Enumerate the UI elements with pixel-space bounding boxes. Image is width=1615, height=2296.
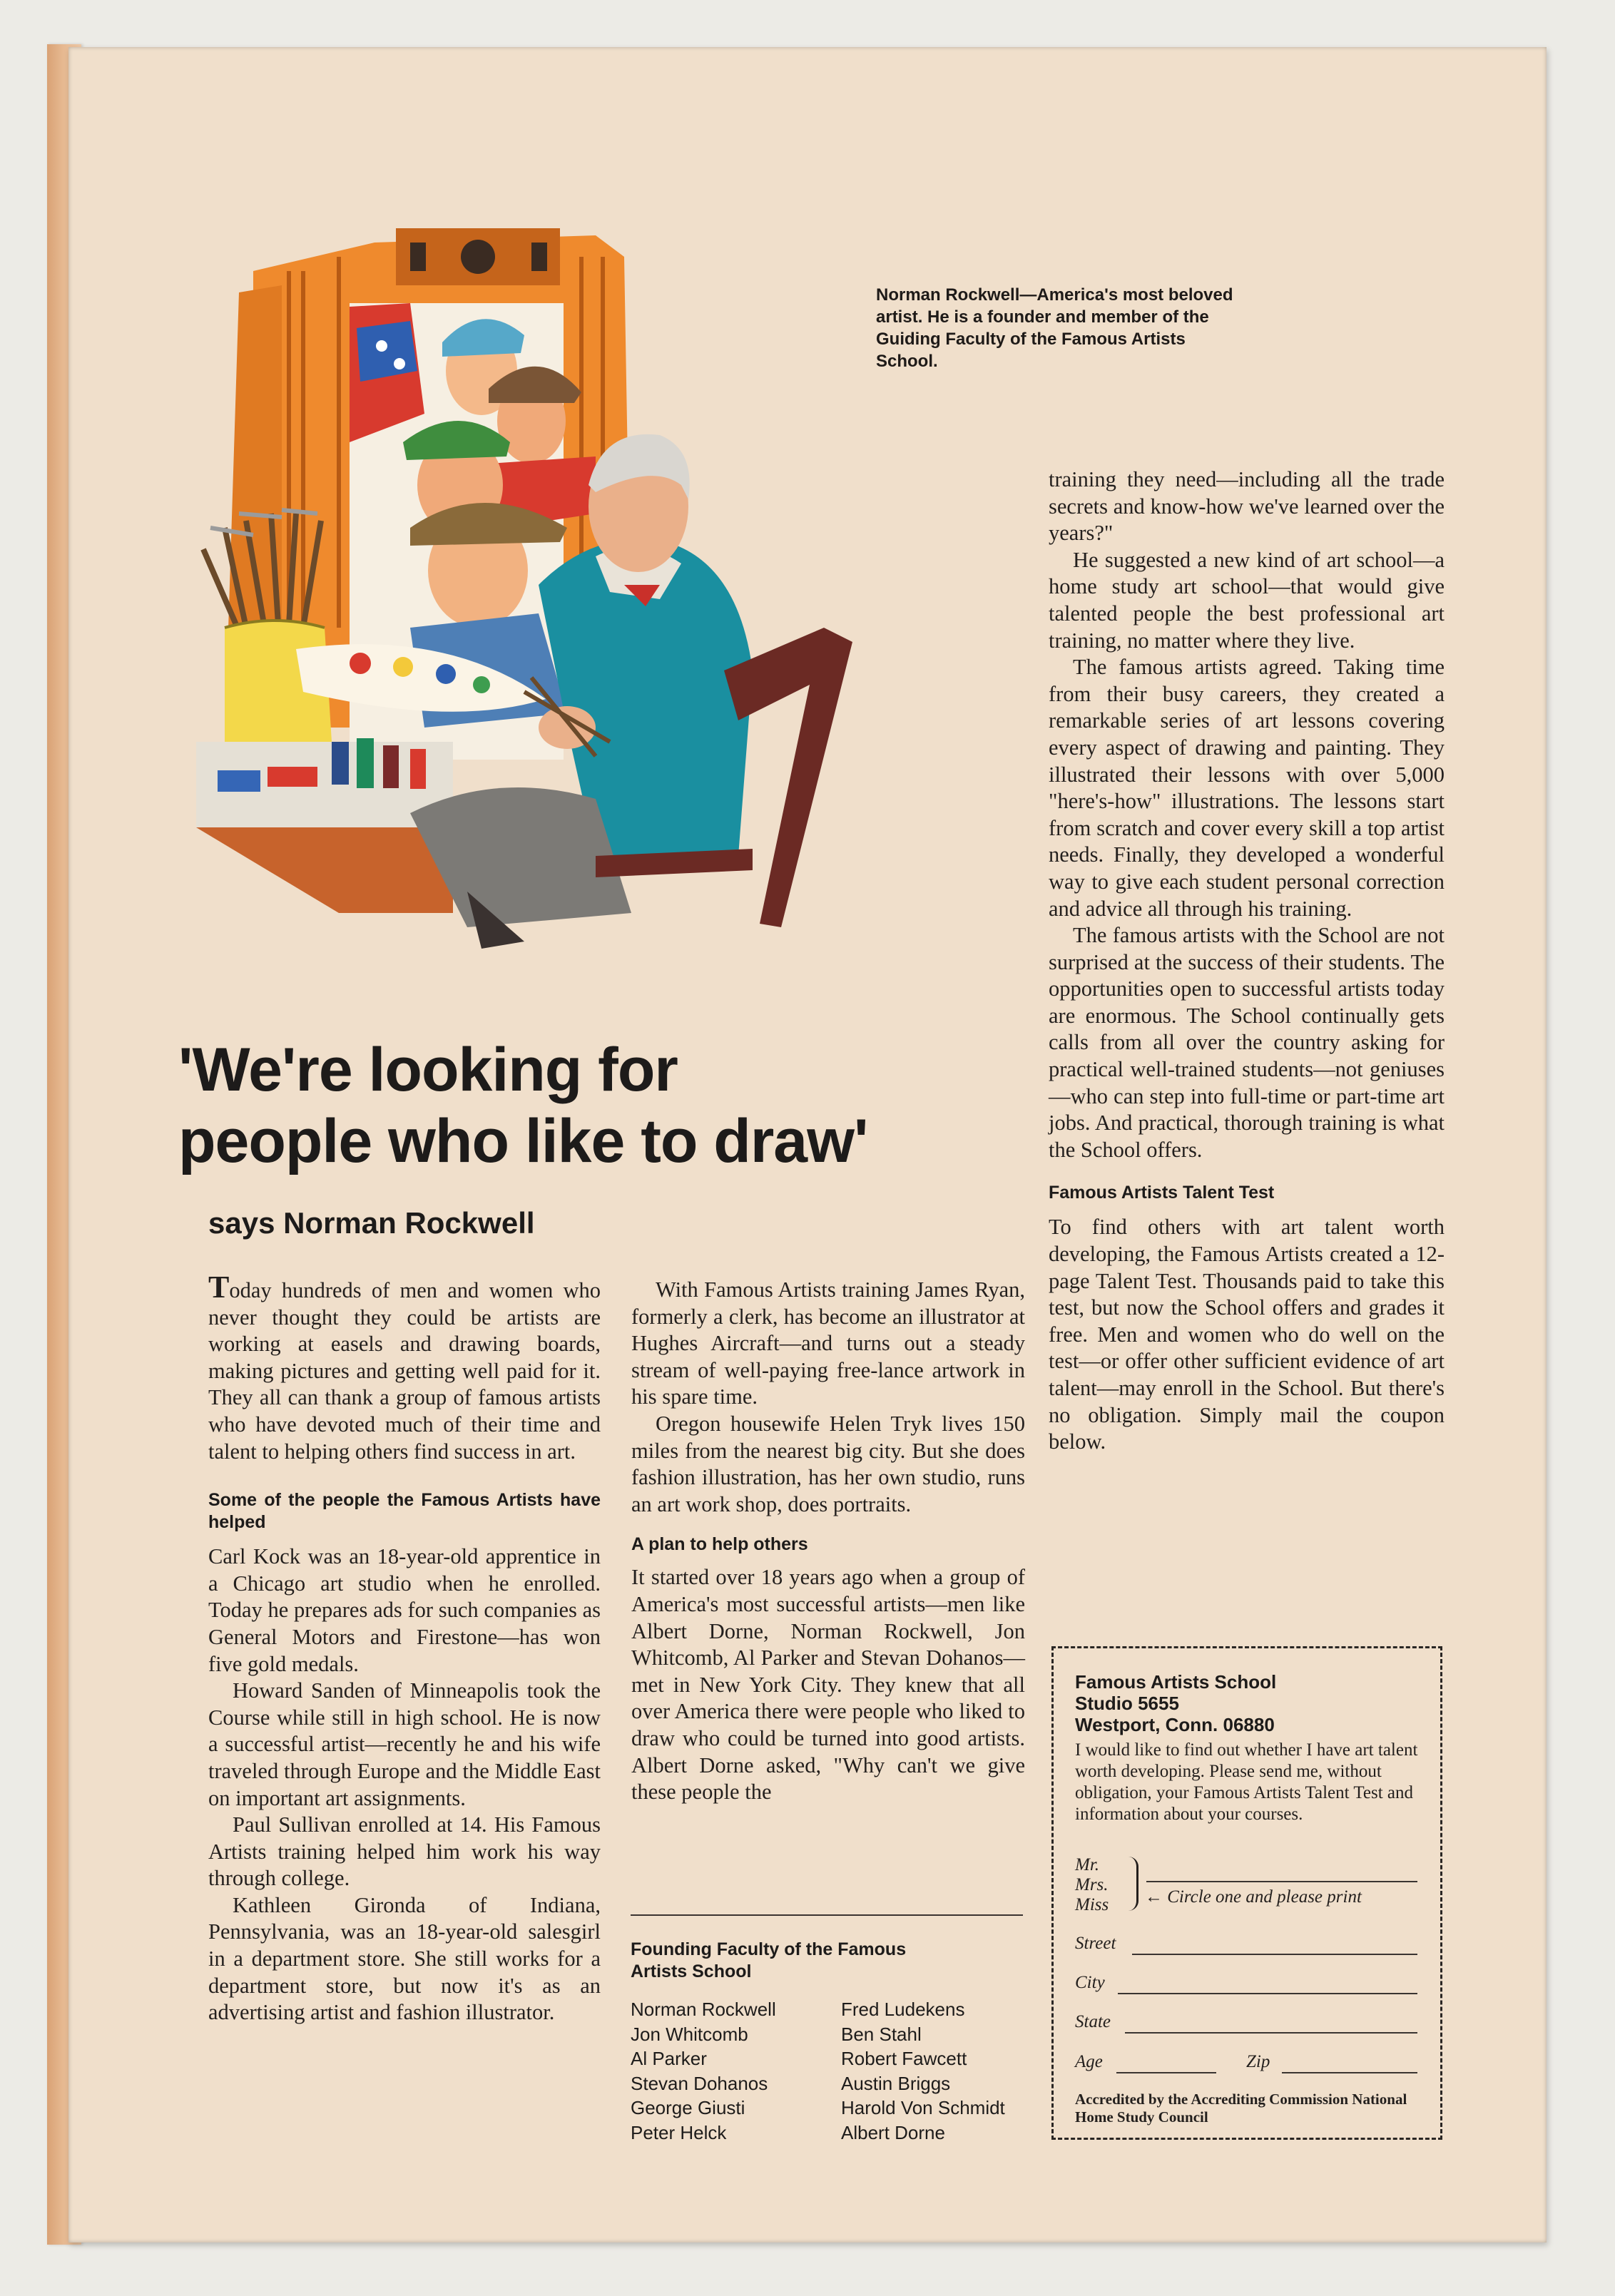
drop-cap: T bbox=[208, 1270, 230, 1305]
paragraph-helen-tryk: Oregon housewife Helen Tryk lives 150 miles from the nearest big city. But she does fashion illustration, has her own studio, runs an art work shop, does portraits. bbox=[631, 1411, 1025, 1516]
paragraph-james-ryan: With Famous Artists training James Ryan, formerly a clerk, has become an illustrator at Hughes Aircraft—and turns out a steady stream of well-paying free-lance artwork in his spare time. bbox=[631, 1277, 1025, 1409]
zip-label: Zip bbox=[1246, 2052, 1270, 2071]
zip-field[interactable] bbox=[1282, 2072, 1417, 2073]
title-miss[interactable]: Miss bbox=[1075, 1895, 1109, 1914]
section-heading-talent-test: Famous Artists Talent Test bbox=[1049, 1183, 1275, 1203]
age-label: Age bbox=[1075, 2052, 1103, 2071]
title-mr[interactable]: Mr. bbox=[1075, 1855, 1100, 1874]
state-label: State bbox=[1075, 2012, 1111, 2031]
faculty-name: Fred Ludekens bbox=[841, 1999, 965, 2020]
studio-number: Studio 5655 bbox=[1075, 1693, 1179, 1714]
street-label: Street bbox=[1075, 1934, 1116, 1953]
section-heading-plan: A plan to help others bbox=[631, 1534, 808, 1555]
paragraph-howard-sanden: Howard Sanden of Minneapolis took the Course while still in high school. He is now a successful artist—recently he and his wife traveled through Europe and the Middle East on important art assignments. bbox=[208, 1678, 601, 1810]
accreditation-note: Accredited by the Accrediting Commission National Home Study Council bbox=[1075, 2091, 1407, 2126]
paragraph-home-study: He suggested a new kind of art school—a home study art school—that would give talented people the best professional art training, no matter where they live. bbox=[1049, 547, 1445, 653]
paragraph-kathleen-gironda: Kathleen Gironda of Indiana, Pennsylvania, was an 18-year-old salesgirl in a department store. She still works for a department store, but now it's as an advertising artist and fashion illustrator. bbox=[208, 1892, 601, 2025]
rockwell-illustration bbox=[196, 228, 917, 977]
faculty-name: Ben Stahl bbox=[841, 2023, 922, 2045]
faculty-name: Jon Whitcomb bbox=[631, 2023, 748, 2045]
title-mrs[interactable]: Mrs. bbox=[1075, 1875, 1109, 1894]
headline-line-2: people who like to draw' bbox=[178, 1107, 868, 1175]
paragraph-plan: It started over 18 years ago when a group of America's most successful artists—men like Albert Dorne, Norman Rockwell, Jon Whitcomb, Al Parker and Stevan Dohanos—met in New York City. They knew that all over America there were people who liked to draw who could be turned into good artists. Albert Dorne asked, "Why can't we give these people the bbox=[631, 1565, 1025, 1805]
faculty-name: Albert Dorne bbox=[841, 2121, 945, 2143]
state-field[interactable] bbox=[1125, 2032, 1417, 2034]
city-field[interactable] bbox=[1118, 1993, 1417, 1994]
name-line[interactable] bbox=[1146, 1881, 1417, 1882]
circle-instruction: ← Circle one and please print bbox=[1145, 1887, 1362, 1907]
subheadline: says Norman Rockwell bbox=[208, 1206, 535, 1240]
article-column-2 bbox=[631, 1277, 1025, 1806]
faculty-name: Austin Briggs bbox=[841, 2072, 951, 2094]
faculty-name: Robert Fawcett bbox=[841, 2048, 967, 2070]
article-column-3 bbox=[1049, 466, 1445, 1456]
faculty-name: Peter Helck bbox=[631, 2121, 727, 2143]
faculty-name: George Giusti bbox=[631, 2097, 745, 2119]
paragraph-carl-kock: Carl Kock was an 18-year-old apprentice in a Chicago art studio when he enrolled. Today he prepares ads for such companies as General Motors and Firestone—has won five gold medals. bbox=[208, 1544, 601, 1676]
brace-icon bbox=[1126, 1857, 1138, 1911]
school-city: Westport, Conn. 06880 bbox=[1075, 1714, 1275, 1735]
headline-line-1: 'We're looking for bbox=[178, 1036, 678, 1104]
paragraph-opportunities: The famous artists with the School are not surprised at the success of their students. The opportunities open to successful artists today are enormous. The School continually gets calls from all over the country asking for practical well-trained students—not geniuses—who can step into full-time or part-time art jobs. And practical, thorough training is what the School offers. bbox=[1049, 923, 1445, 1162]
faculty-divider bbox=[631, 1914, 1023, 1916]
intro-paragraph: Today hundreds of men and women who never thought they could be artists are working at easels and drawing boards, making pictures and getting well paid for it. They all can thank a group of famous artists who have devoted much of their time and talent to helping others find success in art. bbox=[208, 1270, 601, 1464]
coupon-request-text: I would like to find out whether I have art talent worth developing. Please send me, without obligation, your Famous Artists Talent Test and information about your courses. bbox=[1075, 1740, 1418, 1824]
faculty-name: Al Parker bbox=[631, 2048, 707, 2070]
paragraph-lessons: The famous artists agreed. Taking time from their busy careers, they created a remarkable series of art lessons covering every aspect of drawing and painting. They illustrated their lessons with over 5,000 "here's-how" illustrations. The lessons start from scratch and cover every skill a top artist needs. Finally, they developed a wonderful way to give each student personal correction and advice all through his training. bbox=[1049, 655, 1445, 921]
article-column-1 bbox=[208, 1270, 601, 2026]
street-field[interactable] bbox=[1132, 1954, 1417, 1955]
faculty-list bbox=[631, 1997, 1044, 2146]
section-heading-helped: Some of the people the Famous Artists have helped bbox=[208, 1490, 601, 1533]
paragraph-continued: training they need—including all the trade secrets and know-how we've learned over the years?" bbox=[1049, 467, 1445, 546]
coupon-address bbox=[1075, 1671, 1417, 1735]
illustration-caption: Norman Rockwell—America's most beloved artist. He is a founder and member of the Guiding Faculty of the Famous Artists School. bbox=[876, 285, 1233, 371]
headline bbox=[178, 1034, 963, 1177]
faculty-name: Harold Von Schmidt bbox=[841, 2097, 1005, 2119]
faculty-heading: Founding Faculty of the Famous Artists School bbox=[631, 1939, 907, 1981]
faculty-name: Norman Rockwell bbox=[631, 1999, 776, 2020]
paragraph-paul-sullivan: Paul Sullivan enrolled at 14. His Famous Artists training helped him work his way through college. bbox=[208, 1812, 601, 1891]
faculty-name: Stevan Dohanos bbox=[631, 2072, 768, 2094]
age-field[interactable] bbox=[1116, 2072, 1216, 2073]
city-label: City bbox=[1075, 1973, 1105, 1992]
school-name: Famous Artists School bbox=[1075, 1671, 1277, 1693]
title-choices[interactable] bbox=[1075, 1855, 1132, 1915]
paragraph-talent-test: To find others with art talent worth developing, the Famous Artists created a 12-page Talent Test. Thousands paid to take this test, but now the School offers and grades it free. Men and women who do well on the test—or offer other sufficient evidence of art talent—may enroll in the School. But there's no obligation. Simply mail the coupon below. bbox=[1049, 1215, 1445, 1454]
mail-coupon[interactable] bbox=[1051, 1646, 1442, 2140]
